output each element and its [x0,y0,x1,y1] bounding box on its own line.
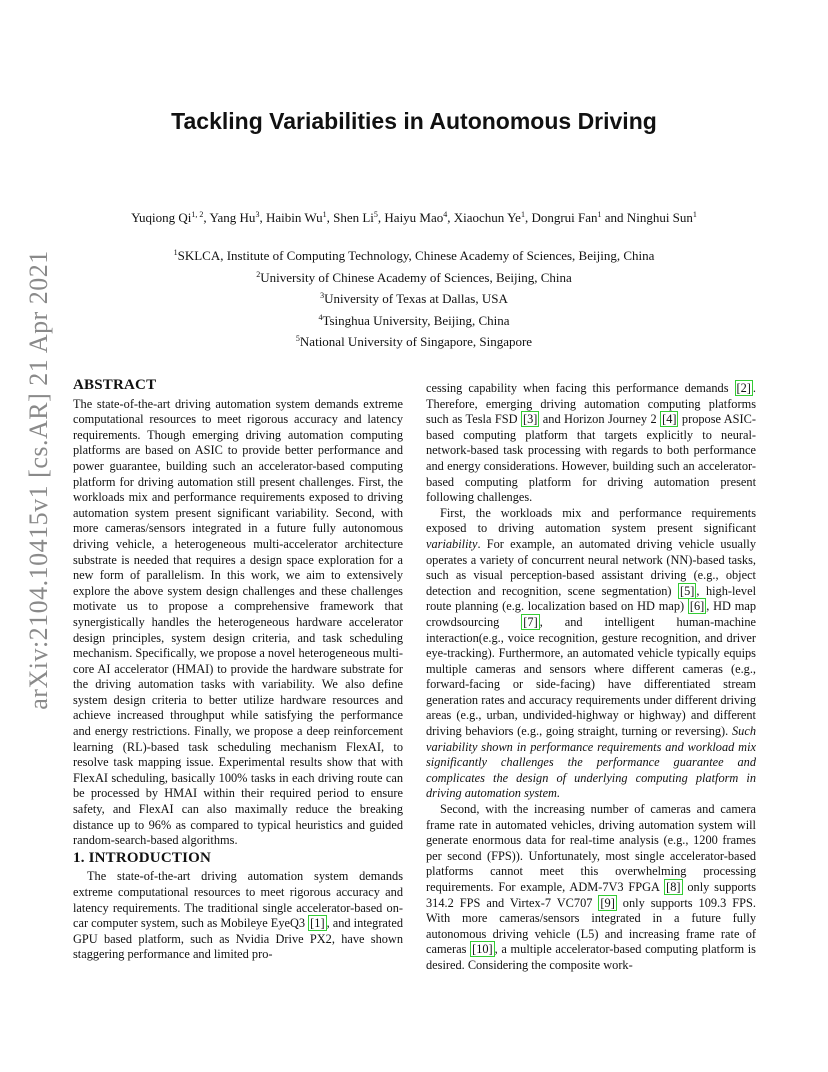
affiliation: $^1$SKLCA, Institute of Computing Technology, Chinese Academy of Sciences, Beijing, China [173,248,655,263]
citation-link[interactable]: [4] [662,412,677,427]
citation-link[interactable]: [5] [680,583,695,598]
author: Haibin Wu$^1$, [265,210,334,225]
abstract-text: The state-of-the-art driving automation system demands extreme computational resources to meet rigorous accuracy and latency requirements. Though emerging driving automation computing platforms are based on ASIC to provide better performance and power guarantee, building such an accelerator-based computing platform for driving automation still present challenges. First, the workloads mix and performance requirements exposed to driving automation system present significant variability. Second, with more cameras/sensors integrated in a future fully autonomous driving vehicle, a heterogeneous multi-accelerator architecture substrate is needed that requires a design space exploration for a new form of parallelism. In this work, we aim to extensively explore the above system design challenges and these challenges motivate us to propose a comprehensive framework that synergistically handles the heterogeneous hardware accelerator design principles, system design criteria, and task scheduling mechanism. Specifically, we propose a novel heterogeneous multi-core AI accelerator (HMAI) to provide the hardware substrate for the driving automation tasks with variability. We also define system design criteria to better utilize hardware resources and achieve increased throughput while satisfying the performance and energy restrictions. Finally, we propose a deep reinforcement learning (RL)-based task scheduling mechanism FlexAI, to resolve task mapping issue. Experimental results show that with FlexAI scheduling, basically 100% tasks in each driving route can be processed by HMAI within their required period to ensure safety, and FlexAI can also maximally reduce the breaking distance up to 96% as compared to typical heuristics and guided random-search-based algorithms. [73,396,403,848]
affiliation: $^4$Tsinghua University, Beijing, China [318,312,510,328]
variability-paragraph: First, the workloads mix and performance requirements exposed to driving automation system present significant variability. For example, an automated driving vehicle usually operates a variety of concurrent neural network (NN)-based tasks, such as visual perception-based assistant driving (e.g., object detection and recognition, scene segmentation) [5] , high-level route planning (e.g. localization based on HD map) [6] , HD map crowdsourcing [7] , and intelligent human-machine interaction(e.g., voice recognition, gesture recognition, and driver eye-tracking). Furthermore, an automated vehicle typically equips multiple cameras and sensors where different cameras (e.g., forward-facing or side-facing) have differentiated stream generation rates and accuracy requirements under different driving areas (e.g., urban, undivided-highway or highway) and different driving behaviors (e.g., going straight, turning or reversing). Such variability shown in performance requirements and workload mix significantly challenges the performance guarantee and complicates the design of underlying computing platform in driving automation system. [426,505,756,801]
author: Yuqiong Qi$^{1, 2}$, [131,210,210,225]
citation-link[interactable]: [8] [666,880,681,894]
author: Yang Hu$^3$, [209,210,266,225]
citation-link[interactable]: [10] [472,942,493,957]
author-list [0,210,828,226]
affiliation-list [0,245,828,353]
citation-link[interactable]: [9] [600,895,615,910]
intro-paragraph-continued: cessing capability when facing this performance demands [2] . Therefore, emerging driving automation computing platforms such as Tesla FSD [3] and Horizon Journey 2 [4] propose ASIC-based computing platform that targets explicitly to neural-network-based task processing with regards to both performance and energy considerations. However, building such an accelerator-based computing platform for driving automation present following challenges. [426,381,756,505]
citation-link[interactable]: [2] [736,381,751,395]
author: Dongrui Fan$^1$ and [531,210,627,225]
author: Xiaochun Ye$^1$, [453,210,532,225]
cameras-paragraph: Second, with the increasing number of cameras and camera frame rate in automated vehicles, driving automation system will generate enormous data for real-time analysis (e.g., 1200 frames per second (FPS)). Unfortunately, most single accelerator-based platforms cannot meet this overwhelming processing requirements. For example, ADM-7V3 FPGA [8] only supports 314.2 FPS and Virtex-7 VC707 [9] only supports 109.3 FPS. With more cameras/sensors integrated in a future fully autonomous driving vehicle (L5) and increasing frame rate of cameras [10] , a multiple accelerator-based computing platform is desired. Considering the composite work- [426,802,757,972]
citation-link[interactable]: [3] [522,412,538,427]
author: Haiyu Mao$^4$, [384,210,454,225]
paper-title: Tackling Variabilities in Autonomous Driving [171,108,657,134]
affiliation: $^2$University of Chinese Academy of Sciences, Beijing, China [256,269,572,285]
affiliation: $^3$University of Texas at Dallas, USA [320,291,508,306]
intro-paragraph: The state-of-the-art driving automation system demands extreme computational resources to meet rigorous accuracy and latency requirements. The traditional single accelerator-based on-car computer system, such as Mobileye EyeQ3 [1] , and integrated GPU based platform, such as Nvidia Drive PX2, have shown staggering performance and limited pro- [73,869,403,962]
abstract-heading: ABSTRACT [73,377,157,393]
introduction-heading: 1. INTRODUCTION [73,849,212,866]
arxiv-identifier: arXiv:2104.10415v1 [cs.AR] 21 Apr 2021 [24,250,53,710]
left-column [73,378,403,963]
author: Shen Li$^5$, [333,210,385,225]
author: Ninghui Sun$^1$ [626,210,697,225]
citation-link[interactable]: [7] [523,614,538,629]
right-column [426,381,756,974]
citation-link[interactable]: [1] [310,916,325,931]
citation-link[interactable]: [6] [689,599,705,614]
affiliation: $^5$National University of Singapore, Singapore [295,334,533,349]
